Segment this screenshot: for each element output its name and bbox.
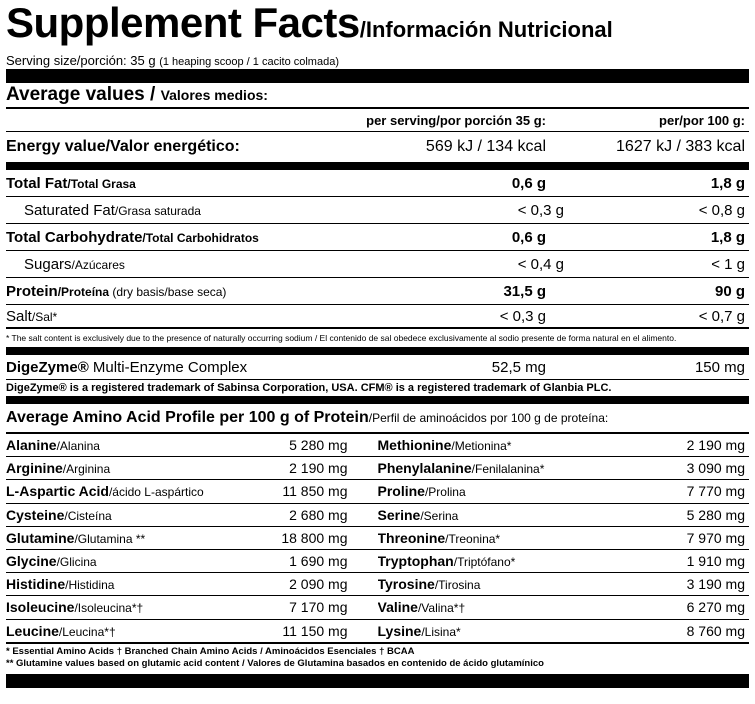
nutrition-row-sugars [6, 251, 749, 277]
amino-name-es: /Tirosina [434, 578, 481, 593]
amino-name: Glycine [6, 553, 57, 570]
amino-value: 3 190 mg [686, 576, 745, 593]
amino-name-es: /Lisina* [421, 624, 461, 639]
amino-name-es: /Isoleucina*† [74, 601, 144, 616]
nutrition-row-saturated-fat [6, 197, 749, 223]
energy-per100: 1627 kJ / 383 kcal [616, 138, 745, 155]
amino-row [6, 527, 749, 550]
title-en: Supplement Facts [6, 0, 360, 46]
amino-cell-left [6, 623, 378, 639]
avg-label-en: Average values / [6, 84, 161, 105]
average-values-heading [6, 83, 749, 107]
amino-cell-left [6, 460, 378, 476]
amino-value: 8 760 mg [686, 622, 745, 639]
amino-name: Serine [377, 506, 421, 523]
amino-cell-right [378, 623, 750, 639]
amino-value: 7 170 mg [289, 599, 348, 616]
fat-serving: 0,6 g [511, 174, 546, 192]
amino-name-es: /Glicina [56, 555, 97, 570]
amino-cell-left [6, 437, 378, 453]
satfat-label: Saturated Fat [24, 201, 115, 219]
salt-per100: < 0,7 g [698, 307, 745, 325]
amino-name: Proline [377, 483, 425, 500]
amino-row [6, 457, 749, 480]
amino-value: 11 150 mg [282, 622, 348, 639]
amino-name-es: /Treonina* [445, 531, 501, 546]
divider-medium [6, 162, 749, 170]
nutrition-row-salt [6, 305, 749, 327]
amino-cell-left [6, 553, 378, 569]
amino-title-es: /Perfil de aminoácidos por 100 g de proteína: [368, 411, 609, 425]
protein-dry-basis: (dry basis/base seca) [109, 284, 227, 299]
amino-row [6, 550, 749, 573]
amino-cell-left [6, 507, 378, 523]
trademark-note: DigeZyme® is a registered trademark of Sabinsa Corporation, USA. CFM® is a registered trademark of Glanbia PLC. [6, 382, 612, 394]
amino-cell-right [378, 460, 750, 476]
amino-name: Methionine [377, 437, 452, 454]
amino-name: Threonine [377, 529, 446, 546]
amino-name-es: /Glutamina ** [74, 531, 146, 546]
amino-name-es: /Histidina [65, 578, 115, 593]
carb-label: Total Carbohydrate [6, 228, 143, 246]
amino-value: 5 280 mg [686, 506, 745, 523]
protein-serving: 31,5 g [503, 282, 546, 300]
energy-serving: 569 kJ / 134 kcal [425, 138, 546, 155]
amino-value: 1 690 mg [289, 553, 348, 570]
amino-row [6, 596, 749, 619]
amino-row [6, 480, 749, 503]
carb-label-es: /Total Carbohidratos [142, 230, 259, 245]
amino-name: Alanine [6, 437, 57, 454]
amino-name-es: /Serina [420, 508, 459, 523]
amino-value: 18 800 mg [281, 529, 348, 546]
amino-name: Glutamine [6, 529, 75, 546]
amino-name: Arginine [6, 460, 63, 477]
amino-name-es: /Cisteína [64, 508, 112, 523]
amino-cell-right [378, 437, 750, 453]
salt-serving: < 0,3 g [499, 307, 546, 325]
amino-name: Lysine [377, 622, 422, 639]
amino-name-es: /ácido L-aspártico [108, 485, 204, 500]
sugars-label: Sugars [24, 255, 72, 273]
amino-value: 1 910 mg [686, 553, 745, 570]
serving-size [6, 53, 749, 69]
amino-row [6, 434, 749, 457]
amino-name-es: /Valina*† [417, 601, 466, 616]
footnote-essential: * Essential Amino Acids † Branched Chain Amino Acids / Aminoácidos Esenciales † BCAA [6, 645, 415, 657]
salt-label-es: /Sal* [31, 309, 58, 324]
amino-value: 11 850 mg [282, 483, 348, 500]
sugars-per100: < 1 g [711, 255, 745, 273]
amino-value: 2 190 mg [686, 437, 745, 454]
enzyme-per100: 150 mg [694, 358, 745, 376]
amino-name: L-Aspartic Acid [6, 483, 109, 500]
amino-name: Tryptophan [377, 553, 454, 570]
salt-label: Salt [6, 307, 32, 325]
enzyme-serving: 52,5 mg [491, 358, 546, 376]
amino-cell-left [6, 530, 378, 546]
amino-name-es: /Leucina*† [58, 624, 116, 639]
amino-name-es: /Arginina [62, 462, 111, 477]
amino-cell-left [6, 599, 378, 615]
satfat-serving: < 0,3 g [517, 201, 564, 219]
amino-cell-right [378, 576, 750, 592]
amino-value: 7 970 mg [686, 529, 745, 546]
amino-name: Tyrosine [377, 576, 435, 593]
amino-row [6, 620, 749, 642]
amino-acid-table [6, 434, 749, 642]
carb-serving: 0,6 g [511, 228, 546, 246]
amino-cell-right [378, 599, 750, 615]
amino-value: 2 680 mg [289, 506, 348, 523]
energy-label: Energy value/Valor energético: [6, 138, 240, 155]
divider-thick-bottom [6, 674, 749, 688]
amino-cell-left [6, 576, 378, 592]
sugars-label-es: /Azúcares [71, 257, 125, 272]
amino-name: Valine [377, 599, 418, 616]
panel-title [6, 0, 749, 51]
fat-label-es: /Total Grasa [67, 176, 136, 191]
amino-cell-right [378, 530, 750, 546]
amino-value: 2 090 mg [289, 576, 348, 593]
amino-name-es: /Alanina [56, 439, 100, 454]
nutrition-row-energy [6, 132, 749, 162]
title-es: /Información Nutricional [359, 17, 613, 42]
divider-medium [6, 347, 749, 355]
satfat-per100: < 0,8 g [698, 201, 745, 219]
carb-per100: 1,8 g [710, 228, 745, 246]
amino-name: Phenylalanine [377, 460, 472, 477]
amino-value: 6 270 mg [686, 599, 745, 616]
amino-name-es: /Fenilalanina* [471, 462, 545, 477]
serving-size-note: (1 heaping scoop / 1 cacito colmada) [159, 56, 339, 68]
amino-name-es: /Triptófano* [453, 555, 516, 570]
serving-size-text: Serving size/porción: 35 g [6, 53, 156, 68]
amino-name: Leucine [6, 622, 59, 639]
amino-name-es: /Prolina [424, 485, 466, 500]
divider-thick [6, 69, 749, 83]
amino-cell-right [378, 507, 750, 523]
column-headers [6, 109, 749, 131]
amino-value: 2 190 mg [289, 460, 348, 477]
amino-name: Isoleucine [6, 599, 75, 616]
amino-name-es: /Metionina* [451, 439, 512, 454]
enzyme-brand: DigeZyme® [6, 358, 89, 376]
amino-name: Histidine [6, 576, 66, 593]
footnote-glutamine: ** Glutamine values based on glutamic acid content / Valores de Glutamina basados en contenido de ácido glutamínico [6, 657, 544, 669]
amino-value: 3 090 mg [686, 460, 745, 477]
supplement-facts-panel [6, 0, 749, 688]
amino-name: Cysteine [6, 506, 65, 523]
enzyme-row [6, 355, 749, 379]
col-serving-header: per serving/por porción 35 g: [366, 112, 546, 128]
nutrition-row-protein [6, 278, 749, 304]
sugars-serving: < 0,4 g [517, 255, 564, 273]
nutrition-row-fat [6, 170, 749, 196]
protein-label: Protein [6, 282, 58, 300]
protein-label-es: /Proteína [57, 284, 110, 299]
avg-label-es: Valores medios: [160, 87, 268, 103]
divider-medium [6, 396, 749, 404]
amino-value: 7 770 mg [686, 483, 745, 500]
amino-row [6, 573, 749, 596]
amino-cell-right [378, 483, 750, 499]
amino-row [6, 504, 749, 527]
amino-acid-heading [6, 404, 749, 432]
col-100g-header: per/por 100 g: [659, 112, 745, 128]
amino-cell-right [378, 553, 750, 569]
satfat-label-es: /Grasa saturada [114, 203, 201, 218]
fat-per100: 1,8 g [710, 174, 745, 192]
salt-footnote: * The salt content is exclusively due to the presence of naturally occurring sodium / El contenido de sal obedece exclusivamente al sodio presente de forma natural en el alimento. [6, 333, 677, 343]
amino-title-en: Average Amino Acid Profile per 100 g of Protein [6, 409, 369, 426]
enzyme-label: Multi-Enzyme Complex [88, 358, 248, 376]
fat-label: Total Fat [6, 174, 68, 192]
amino-value: 5 280 mg [289, 437, 348, 454]
nutrition-row-carbohydrate [6, 224, 749, 250]
amino-cell-left [6, 483, 378, 499]
protein-per100: 90 g [714, 282, 745, 300]
